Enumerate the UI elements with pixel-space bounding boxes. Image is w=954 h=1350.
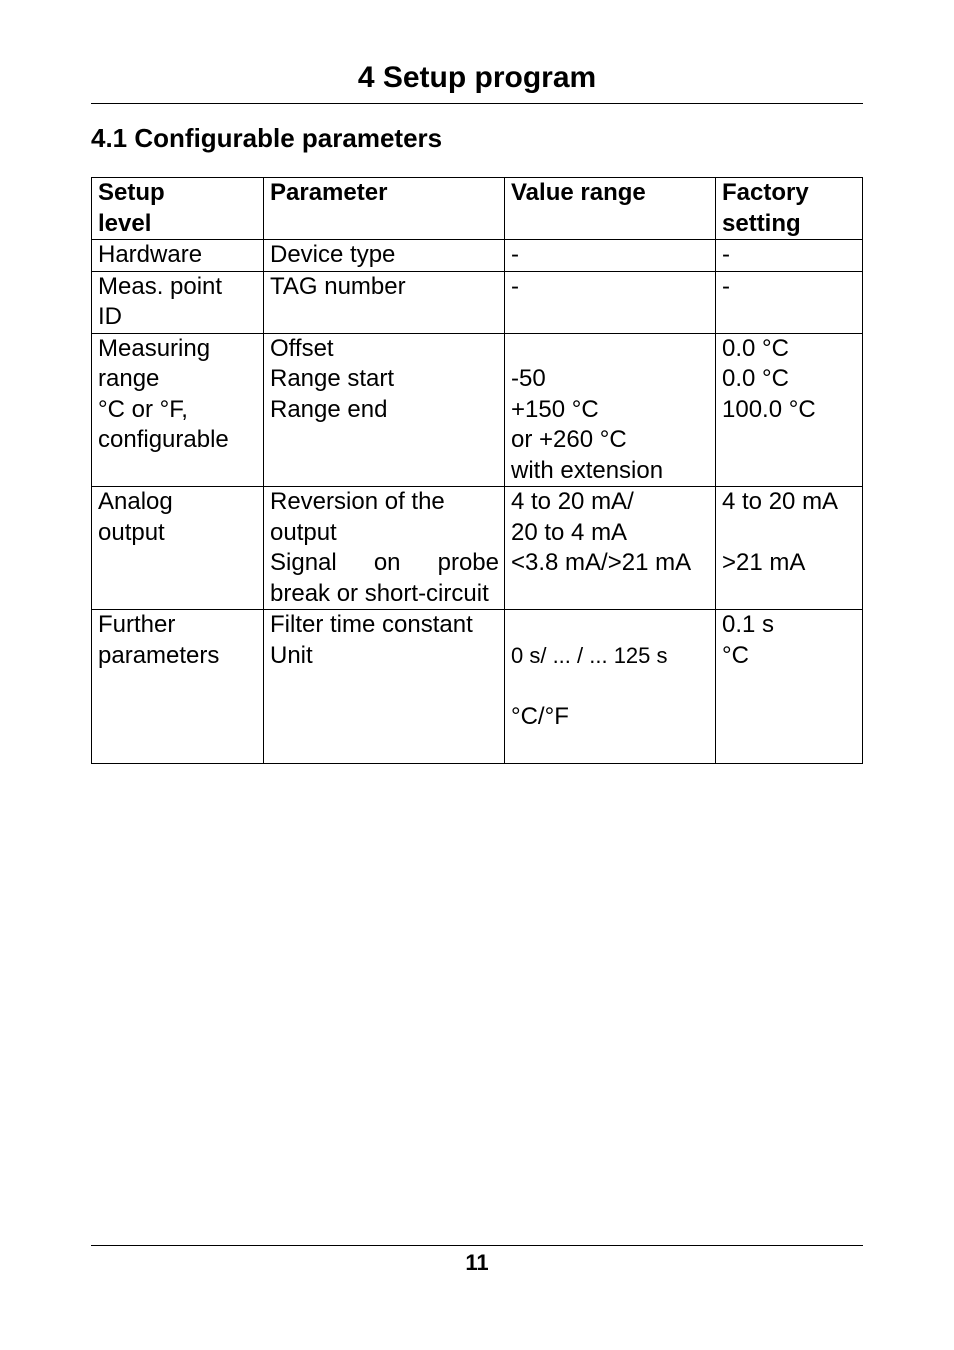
parameters-table	[91, 177, 863, 764]
header-factory-setting: Factory setting	[716, 178, 863, 240]
table-row	[92, 271, 863, 333]
cell-setup-level: Hardware	[92, 240, 264, 272]
section-title: 4.1 Configurable parameters	[91, 123, 443, 153]
cell-setup-level: Measuring range °C or °F, configurable	[92, 333, 264, 487]
cell-value-range	[505, 610, 716, 764]
chapter-title: 4 Setup program	[357, 61, 597, 94]
cell-parameter: TAG number	[264, 271, 505, 333]
value-range-unit: °C/°F	[511, 702, 569, 730]
cell-setup-level: Meas. point ID	[92, 271, 264, 333]
header-setup-level: Setup level	[92, 178, 264, 240]
header-divider	[91, 103, 863, 104]
table-row	[92, 240, 863, 272]
table-row	[92, 610, 863, 764]
cell-parameter: Offset Range start Range end	[264, 333, 505, 487]
header-value-range: Value range	[505, 178, 716, 240]
cell-factory-setting: 4 to 20 mA >21 mA	[716, 487, 863, 610]
cell-value-range: -50 +150 °C or +260 °C with extension	[505, 333, 716, 487]
cell-factory-setting: -	[716, 271, 863, 333]
header-parameter: Parameter	[264, 178, 505, 240]
cell-setup-level: Further parameters	[92, 610, 264, 764]
cell-factory-setting: -	[716, 240, 863, 272]
table-row	[92, 333, 863, 487]
parameter-reversion: Reversion of the output	[270, 488, 445, 546]
cell-factory-setting: 0.0 °C 0.0 °C 100.0 °C	[716, 333, 863, 487]
parameter-probe-break: Signal on probe break or short-circuit	[270, 549, 499, 607]
page-number: 11	[465, 1250, 489, 1275]
footer-divider	[91, 1245, 863, 1246]
value-range-filter: 0 s/ ... / ... 125 s	[511, 642, 668, 668]
cell-value-range: -	[505, 240, 716, 272]
table-row	[92, 487, 863, 610]
cell-factory-setting: 0.1 s °C	[716, 610, 863, 764]
cell-parameter: Device type	[264, 240, 505, 272]
cell-value-range: -	[505, 271, 716, 333]
table-header-row	[92, 178, 863, 240]
cell-parameter	[264, 487, 505, 610]
cell-value-range: 4 to 20 mA/ 20 to 4 mA <3.8 mA/>21 mA	[505, 487, 716, 610]
cell-parameter: Filter time constant Unit	[264, 610, 505, 764]
cell-setup-level: Analog output	[92, 487, 264, 610]
